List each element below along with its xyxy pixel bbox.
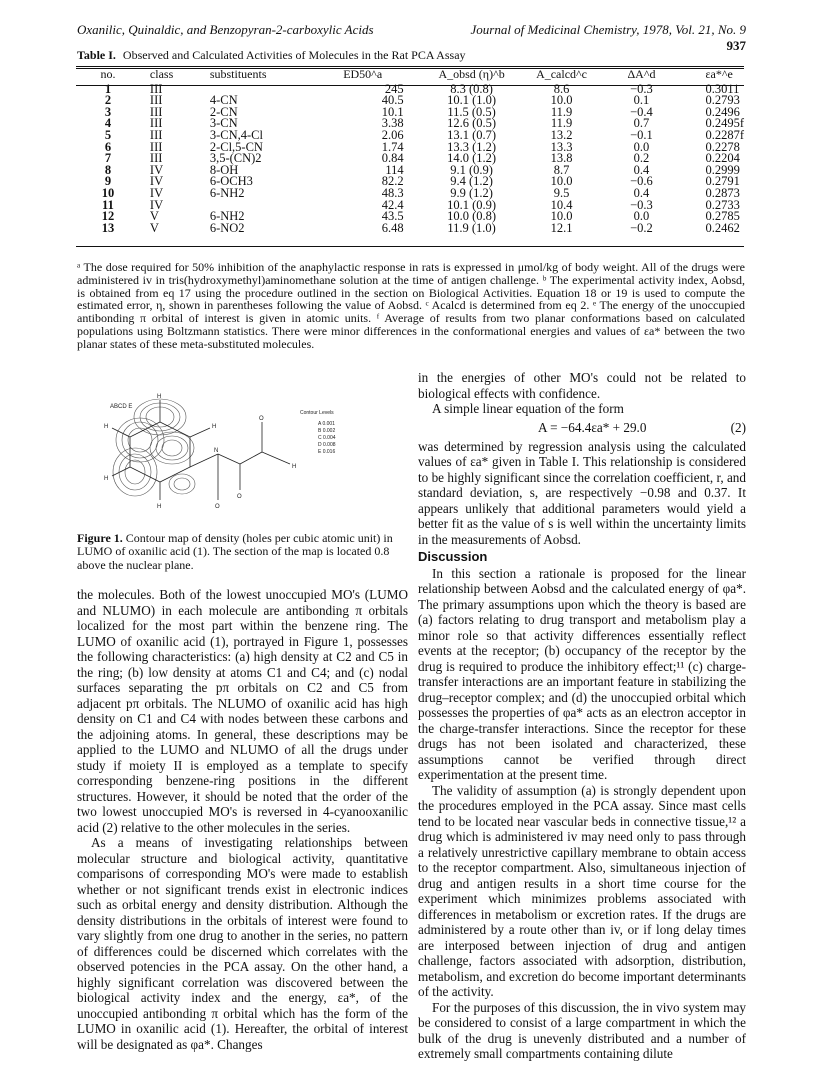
- table-cell: 13.8: [550, 151, 573, 166]
- table-cell: 2-CN: [209, 104, 238, 119]
- running-header-right: [440, 22, 746, 54]
- table-cell: 9.5: [553, 185, 570, 200]
- table-cell: 14.0 (1.2): [447, 151, 497, 166]
- table-cell: −0.6: [630, 174, 653, 189]
- table-cell: 82.2: [381, 174, 404, 189]
- table-cell: 9.9 (1.2): [450, 185, 493, 200]
- table-cell: III: [149, 93, 163, 108]
- figure-label: Figure 1.: [77, 531, 123, 545]
- table-cell: −0.2: [630, 220, 653, 235]
- page-number: 937: [726, 38, 746, 53]
- atom-label: O: [259, 416, 264, 422]
- table-cell: 245: [384, 81, 404, 96]
- atom-label: H: [157, 504, 162, 510]
- atom-label: H: [212, 424, 217, 430]
- equation-2: [418, 417, 746, 439]
- table-cell: 3,5-(CN)2: [209, 151, 262, 166]
- contour-level: A 0.001: [318, 421, 335, 427]
- table-cell: 1.74: [381, 139, 404, 154]
- figure-caption-text: Contour map of density (holes per cubic atomic unit) in LUMO of oxanilic acid (1). The section of the map is located 0.8 above the nuclear plane.: [77, 531, 393, 572]
- table-cell: 9.1 (0.9): [450, 162, 493, 177]
- table-cell: 0.2278: [705, 139, 740, 154]
- table-label: Table I.: [77, 48, 116, 62]
- table-cell: 13.3: [550, 139, 573, 154]
- table-cell: 13.2: [550, 127, 573, 142]
- table-cell: 12.1: [550, 220, 573, 235]
- atom-label: O: [237, 494, 242, 500]
- table-title: Observed and Calculated Activities of Molecules in the Rat PCA Assay: [122, 48, 466, 62]
- table-cell: 11.5 (0.5): [447, 104, 496, 119]
- table-cell: 0.1: [633, 93, 650, 108]
- table-cell: 3: [104, 104, 112, 119]
- activity-table: [76, 69, 744, 234]
- col-header-acalcd: A_calcd^c: [536, 67, 587, 81]
- col-header-no: no.: [100, 67, 116, 81]
- col-header-delta-a: ΔA^d: [627, 67, 656, 81]
- table-cell: 1: [104, 81, 112, 96]
- contour-lines: [113, 399, 195, 496]
- table-cell: 0.2791: [705, 174, 740, 189]
- atom-label: H: [157, 394, 162, 400]
- table-cell: 3-CN: [209, 116, 238, 131]
- table-cell: 6-NO2: [209, 220, 245, 235]
- table-cell: 2: [104, 93, 112, 108]
- contour-level: B 0.002: [318, 428, 336, 434]
- journal-citation: Journal of Medicinal Chemistry, 1978, Vol. 21, No. 9: [470, 22, 746, 37]
- equation-number: (2): [730, 419, 746, 435]
- table-cell: −0.3: [630, 81, 653, 96]
- table-cell: −0.1: [630, 127, 653, 142]
- atom-label: O: [215, 504, 220, 510]
- table-cell: 3-CN,4-Cl: [209, 127, 263, 142]
- table-cell: 12: [101, 209, 115, 224]
- table-cell: IV: [149, 185, 164, 200]
- table-cell: 0.2462: [705, 220, 740, 235]
- table-cell: 42.4: [381, 197, 404, 212]
- table-row: [76, 223, 744, 235]
- table-cell: IV: [149, 162, 164, 177]
- table-cell: 48.3: [381, 185, 404, 200]
- table-cell: 0.7: [633, 116, 650, 131]
- section-heading-discussion: Discussion: [418, 549, 488, 564]
- table-cell: 0.4: [633, 185, 650, 200]
- figure-1-caption: [77, 532, 408, 572]
- table-cell: 10.4: [550, 197, 573, 212]
- table-cell: 3.38: [381, 116, 404, 131]
- table-cell: 8.3 (0.8): [450, 81, 493, 96]
- right-column: [418, 370, 746, 1062]
- table-cell: 10: [101, 185, 115, 200]
- table-footnotes: ᵃ The dose required for 50% inhibition of the anaphylactic response in rats is expressed in μmol/kg of body weight. All of the drugs were administered iv in tris(hydroxymethyl)aminomethane solution at the time of antigen challenge. ᵇ The experimental activity index, Aobsd, is obtained from eq 17 using the procedure outlined in the section on Biological Activities. Equation 18 or 19 is used to compute the estimated error, η, shown in parentheses following the value of Aobsd. ᶜ Acalcd is determined from eq 2. ᵉ The energy of the unoccupied antibonding π orbital of interest is given in atomic units. ᶠ Average of results from two planar conformations based on calculated populations using Boltzmann statistics. There were minor differences in the conformational energies and values of εa* between the two planar states of these meta-substituted molecules.: [77, 260, 745, 351]
- figure-1-contour-map: [100, 392, 400, 528]
- atom-label: H: [292, 464, 297, 470]
- table-cell: 8-OH: [209, 162, 239, 177]
- table-cell: 0.2733: [705, 197, 740, 212]
- col-header-substituents: substituents: [209, 67, 267, 81]
- table-caption: [77, 48, 466, 63]
- table-cell: 10.0: [550, 93, 573, 108]
- table-cell: 9: [104, 174, 112, 189]
- paragraph: in the energies of other MO's could not be related to biological effects with confidence.: [418, 370, 746, 401]
- atom-label: H: [104, 476, 109, 482]
- contour-abcde-label: ABCD E: [110, 404, 133, 410]
- table-cell: 4: [104, 116, 112, 131]
- table-cell: III: [149, 151, 163, 166]
- table-cell: 0.2785: [705, 209, 740, 224]
- atom-label: H: [104, 424, 109, 430]
- table-cell: 6-NH2: [209, 185, 245, 200]
- table-cell: 0.2793: [705, 93, 740, 108]
- paragraph: The validity of assumption (a) is strongly dependent upon the procedures employed in the PCA assay. Since mast cells tend to be located near vascular beds in connective tissue,¹² a drug which is administered iv may need only to pass through a relatively unrestrictive capillary membrane to obtain access to the receptor compartment. Also, simultaneous injection of drug and antigen results in a short time course for the experiment which minimizes problems associated with differences in metabolism or excretion rates. If the drugs are administered by a route other than iv, or if long delay times are interposed between injection of drug and antigen challenge, factors associated with adsorption, distribution, metabolism, and excretion do become important determinants of the activity.: [418, 782, 746, 999]
- table-cell: 0.2: [633, 151, 650, 166]
- table-cell: 13.3 (1.2): [447, 139, 497, 154]
- paragraph: was determined by regression analysis using the calculated values of εa* given in Table I. This relationship is considered to be highly significant since the correlation coefficient, r, and standard deviation, s, are respectively −0.98 and 0.37. It appears unlikely that additional parameters would yield a better fit as the value of s is well within the uncertainty limits in the measurements of Aobsd.: [418, 438, 746, 547]
- table-cell: 10.0: [550, 209, 573, 224]
- table-cell: 2.06: [381, 127, 404, 142]
- table-cell: 6.48: [381, 220, 404, 235]
- table-cell: 10.0: [550, 174, 573, 189]
- table-cell: −0.4: [630, 104, 653, 119]
- table-cell: 11: [102, 197, 114, 212]
- col-header-class: class: [149, 67, 174, 81]
- table-cell: 13: [101, 220, 115, 235]
- table-cell: 5: [104, 127, 112, 142]
- table-cell: V: [149, 209, 159, 224]
- table-cell: III: [149, 81, 163, 96]
- paragraph: the molecules. Both of the lowest unoccupied MO's (LUMO and NLUMO) in each molecule are antibonding π orbitals localized for the most part within the benzene ring. The LUMO of oxanilic acid (1), portrayed in Figure 1, possesses the following characteristics: (a) high density at C2 and C5 in the ring; (b) low density at atoms C1 and C4; and (c) nodal surfaces separating the pπ orbitals on C2 and C5 from adjacent pπ orbitals. The NLUMO of oxanilic acid has high density on C1 and C4 with nodes between these carbons and the adjoining atoms. In general, these descriptions may be applied to the LUMO and NLUMO of all the drugs under study if moiety II is employed as a template to specify corresponding benzene-ring positions in the different structures. However, it should be noted that the order of the two lowest unoccupied MO's is reversed in 4-cyanooxanilic acid (2) relative to the other molecules in the series.: [77, 587, 408, 835]
- table-cell: 0.84: [381, 151, 404, 166]
- table-cell: III: [149, 104, 163, 119]
- table-cell: 4-CN: [209, 93, 238, 108]
- table-cell: 12.6 (0.5): [447, 116, 497, 131]
- table-cell: IV: [149, 197, 164, 212]
- equation-body: A = −64.4εa* + 29.0: [538, 419, 647, 435]
- contour-level: D 0.008: [318, 442, 336, 448]
- table-cell: V: [149, 220, 159, 235]
- table-cell: 6: [104, 139, 112, 154]
- table-cell: IV: [149, 174, 164, 189]
- table-cell: −0.3: [630, 197, 653, 212]
- table-cell: 114: [385, 162, 404, 177]
- table-cell: 0.2999: [705, 162, 740, 177]
- table-cell: 0.3011: [705, 81, 740, 96]
- contour-svg: [100, 392, 400, 528]
- table-cell: 0.0: [633, 209, 650, 224]
- table-bottom-rule: [76, 246, 744, 247]
- table-cell: 10.1: [381, 104, 404, 119]
- contour-legend-title: Contour Levels: [300, 410, 334, 416]
- paragraph: In this section a rationale is proposed for the linear relationship between Aobsd and the calculated energy of φa*. The primary assumptions upon which the theory is based are (a) factors relating to drug transport and metabolism play a minor role so that activity differences essentially reflect events at the receptor; (b) occupancy of the receptor by the drug is required to produce the inhibitory effect;¹¹ (c) charge-transfer interactions are an important feature in stabilizing the drug–receptor complex; and (d) the unoccupied orbital which possesses the properties of φa* acts as an electron acceptor in the charge-transfer interactions. Since the receptor for these drugs has not been isolated and characterized, these assumptions cannot be verified through direct experimentation at the present time.: [418, 565, 746, 782]
- table-cell: 9.4 (1.2): [450, 174, 493, 189]
- molecule-skeleton: [112, 400, 290, 500]
- table-cell: 0.2496: [705, 104, 740, 119]
- table-cell: 11.9: [550, 116, 573, 131]
- running-header-left: Oxanilic, Quinaldic, and Benzopyran-2-carboxylic Acids: [77, 22, 374, 37]
- table-cell: III: [149, 116, 163, 131]
- col-header-aobsd: A_obsd (η)^b: [438, 67, 505, 81]
- contour-legend: [300, 410, 336, 455]
- table-cell: 10.1 (0.9): [447, 197, 497, 212]
- contour-level: C 0.004: [318, 435, 336, 441]
- table-cell: 10.0 (0.8): [447, 209, 497, 224]
- table-cell: 0.2204: [705, 151, 740, 166]
- table-cell: 8.7: [553, 162, 570, 177]
- table-cell: 13.1 (0.7): [447, 127, 497, 142]
- table-cell: 0.2287f: [705, 127, 744, 142]
- table-cell: 0.2495f: [705, 116, 744, 131]
- paragraph: For the purposes of this discussion, the in vivo system may be considered to consist of a large compartment in which the bulk of the drug is unevenly distributed and a number of extremely small compartments containing dilute: [418, 999, 746, 1061]
- table-cell: 2-Cl,5-CN: [209, 139, 263, 154]
- table-cell: 0.4: [633, 162, 650, 177]
- table-cell: 11.9: [550, 104, 573, 119]
- table-cell: 10.1 (1.0): [447, 93, 497, 108]
- paragraph: A simple linear equation of the form: [432, 401, 624, 416]
- table-cell: 6-OCH3: [209, 174, 253, 189]
- table-cell: 11.9 (1.0): [447, 220, 496, 235]
- table-cell: 43.5: [381, 209, 404, 224]
- table-cell: 8.6: [553, 81, 570, 96]
- atom-labels: [104, 394, 296, 510]
- table-cell: 7: [104, 151, 112, 166]
- contour-level: E 0.016: [318, 449, 336, 455]
- table-cell: 6-NH2: [209, 209, 245, 224]
- paragraph: As a means of investigating relationships between molecular structure and biological activity, quantitative comparisons of corresponding MO's were made to establish whether or not significant trends exist in electronic indices such as orbital energy and density distribution. Although the density distributions in the orbitals of interest were found to vary slightly from one drug to another in the series, no pattern of differences could be discerned which correlates with the observed potencies in the PCA assay. On the other hand, a highly significant correlation was discovered between the biological activity index and the energy, εa*, of the unoccupied antibonding π orbital which has the form of the LUMO in oxanilic acid (1). Hereafter, the orbital of interest will be designated as φa*. Changes: [77, 835, 408, 1052]
- table-cell: III: [149, 139, 163, 154]
- atom-label: N: [214, 448, 219, 454]
- left-column: [77, 587, 408, 1052]
- table-cell: 8: [104, 162, 112, 177]
- table-cell: 40.5: [381, 93, 404, 108]
- col-header-epsilon: εa*^e: [705, 67, 733, 81]
- table-cell: III: [149, 127, 163, 142]
- table-cell: 0.0: [633, 139, 650, 154]
- table-cell: 0.2873: [705, 185, 740, 200]
- col-header-ed50: ED50^a: [343, 67, 383, 81]
